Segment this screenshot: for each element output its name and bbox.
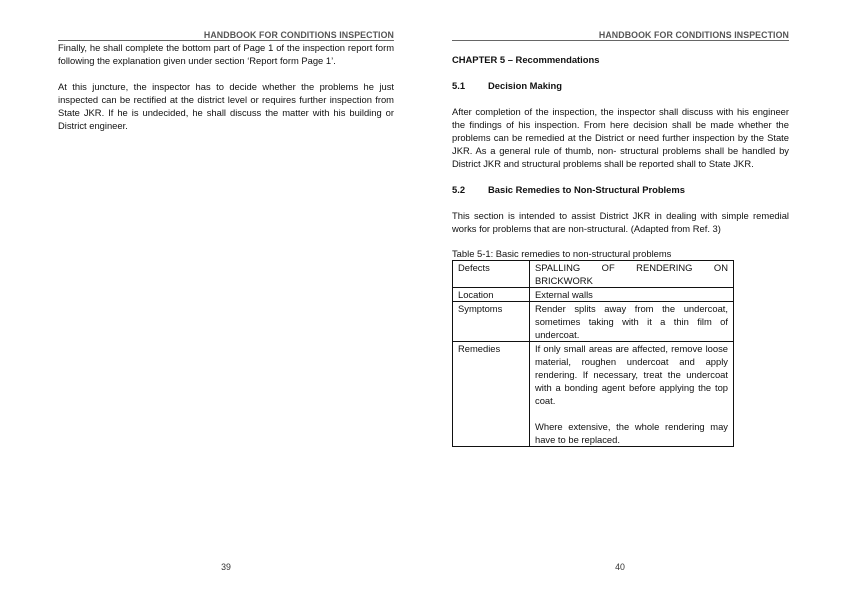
table-label-cell: Location — [453, 288, 530, 302]
table-label-cell: Remedies — [453, 342, 530, 447]
chapter-title: CHAPTER 5 – Recommendations — [452, 54, 600, 65]
section-title: Decision Making — [488, 80, 562, 91]
page-number: 40 — [615, 562, 625, 572]
section-title: Basic Remedies to Non-Structural Problems — [488, 184, 685, 195]
section-number: 5.2 — [452, 184, 466, 195]
table-label-cell: Defects — [453, 261, 530, 288]
page-number: 39 — [221, 562, 231, 572]
section-heading — [452, 79, 789, 92]
cell-paragraph: If only small areas are affected, remove loose material, roughen undercoat and apply rendering. If necessary, treat the undercoat with a bonding agent before applying the top coat. — [535, 343, 728, 406]
section-heading — [452, 183, 789, 196]
table-value-cell: External walls — [530, 288, 734, 302]
paragraph: After completion of the inspection, the inspector shall discuss with his engineer the findings of his inspection. From here decision shall be made whether the problems can be remedied at the District or need further inspection by the State JKR. As a general rule of thumb, non- structural problems shall be handled by District JKR and structural problems shall be reported shall to State JKR. — [452, 106, 789, 169]
running-head: HANDBOOK FOR CONDITIONS INSPECTION — [598, 30, 789, 40]
header-rule — [452, 40, 789, 41]
section-number: 5.1 — [452, 80, 466, 91]
paragraph: Finally, he shall complete the bottom part of Page 1 of the inspection report form following the explanation given under section ‘Report form Page 1’. — [58, 42, 394, 66]
table-value-cell: Render splits away from the undercoat, sometimes taking with it a thin film of undercoat. — [530, 302, 734, 342]
table-row — [453, 288, 734, 302]
left-page — [58, 0, 394, 598]
table-row — [453, 261, 734, 288]
right-page-body — [452, 53, 789, 447]
table-row — [453, 342, 734, 447]
table-row — [453, 302, 734, 342]
right-page — [452, 0, 789, 598]
left-page-body — [58, 41, 394, 145]
table-caption: Table 5-1: Basic remedies to non-structural problems — [452, 248, 672, 259]
table-value-cell — [530, 342, 734, 447]
paragraph: This section is intended to assist District JKR in dealing with simple remedial works for problems that are non-structural. (Adapted from Ref. 3) — [452, 210, 789, 234]
cell-paragraph: Where extensive, the whole rendering may have to be replaced. — [535, 421, 728, 445]
remedies-table — [452, 260, 734, 447]
cell-spacer — [535, 407, 728, 420]
table-value-cell: SPALLING OF RENDERING ON BRICKWORK — [530, 261, 734, 288]
running-head: HANDBOOK FOR CONDITIONS INSPECTION — [203, 30, 394, 40]
paragraph: At this juncture, the inspector has to decide whether the problems he just inspected can be rectified at the district level or requires further inspection from State JKR. If he is undecided, he shall discuss the matter with his building or District engineer. — [58, 81, 394, 131]
table-label-cell: Symptoms — [453, 302, 530, 342]
